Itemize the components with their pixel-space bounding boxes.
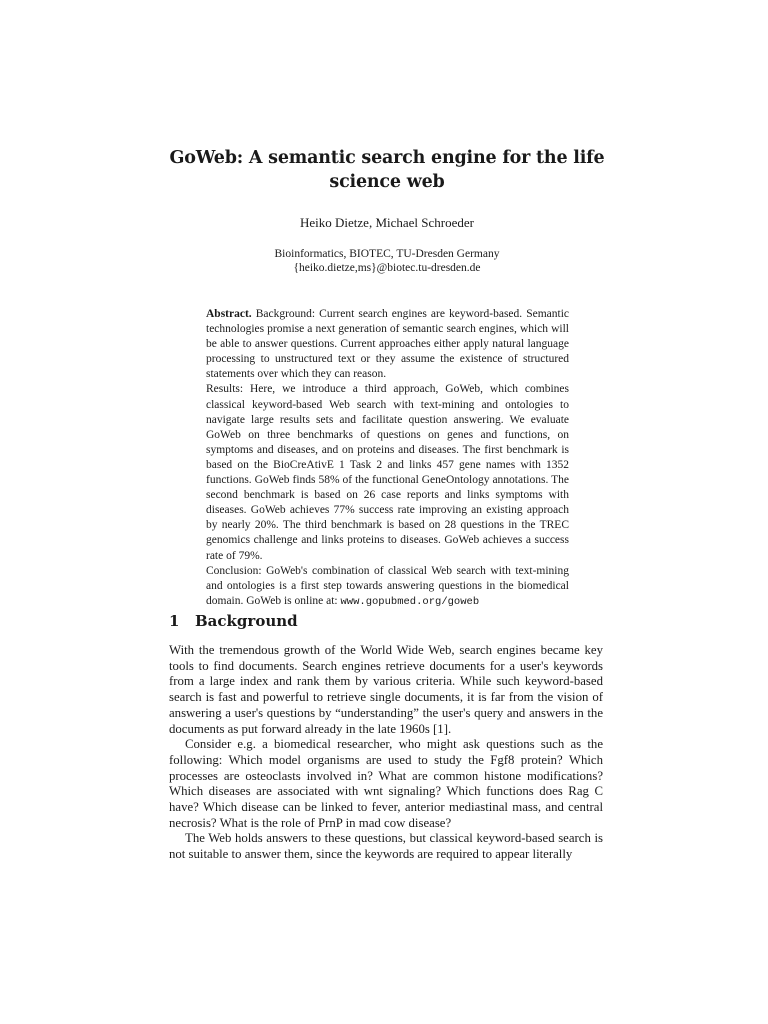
abstract-background-text: Background: Current search engines are keyword-based. Semantic technologies promise a next generation of semantic search engines, which will be able to answer questions. Current approaches either apply natural language processing to unstructured text or they assume the existence of structured statements over which they can reason.: [206, 308, 569, 381]
goweb-url-link[interactable]: www.gopubmed.org/goweb: [340, 595, 480, 608]
abstract-background: [206, 307, 569, 382]
body-paragraph: Consider e.g. a biomedical researcher, who might ask questions such as the following: Which model organisms are used to study the Fgf8 protein? Which processes are osteoclasts involved in? What are common histone modifications? Which diseases are associated with wnt signaling? Which functions does Rag C have? Which disease can be linked to fever, anterior mediastinal mass, and central necrosis? What is the role of PrnP in mad cow disease?: [169, 737, 603, 830]
section-heading: [169, 612, 603, 630]
paper-affiliation: [150, 247, 624, 275]
abstract-conclusion: [206, 564, 569, 610]
abstract-results: Results: Here, we introduce a third approach, GoWeb, which combines classical keyword-based Web search with text-mining and ontologies to navigate large results sets and facilitate question answering. We evaluate GoWeb on three benchmarks of questions on genes and functions, on symptoms and diseases, and on proteins and diseases. The first benchmark is based on the BioCreAtivE 1 Task 2 and links 457 gene names with 1352 functions. GoWeb finds 58% of the functional GeneOntology annotations. The second benchmark is based on 26 case reports and links symptoms with diseases. GoWeb achieves 77% success rate improving an existing approach by nearly 20%. The third benchmark is based on 28 questions in the TREC genomics challenge and links proteins to diseases. GoWeb achieves a success rate of 79%.: [206, 383, 569, 562]
abstract-label: Abstract.: [206, 308, 252, 320]
section-body: [169, 643, 603, 863]
paper-title: GoWeb: A semantic search engine for the life science web: [169, 148, 605, 192]
section-title: Background: [195, 612, 298, 630]
affiliation-email: {heiko.dietze,ms}@biotec.tu-dresden.de: [293, 262, 481, 274]
abstract-conclusion-text: Conclusion: GoWeb's combination of classical Web search with text-mining and ontologies is a first step towards answering questions in the biomedical domain. GoWeb is online at:: [206, 564, 569, 607]
abstract-block: [206, 307, 569, 610]
affiliation-institution: Bioinformatics, BIOTEC, TU-Dresden Germany: [274, 248, 500, 260]
body-paragraph: With the tremendous growth of the World Wide Web, search engines became key tools to find documents. Search engines retrieve documents for a user's keywords from a large index and rank them by various criteria. While such keyword-based search is fast and powerful to retrieve single documents, it is far from the vision of answering a user's questions by “understanding” the user's query and answers in the documents as put forward already in the late 1960s [1].: [169, 643, 603, 736]
body-paragraph: The Web holds answers to these questions, but classical keyword-based search is not suitable to answer them, since the keywords are required to appear literally: [169, 831, 603, 862]
paper-authors: Heiko Dietze, Michael Schroeder: [300, 215, 474, 230]
section-number: 1: [169, 612, 180, 630]
